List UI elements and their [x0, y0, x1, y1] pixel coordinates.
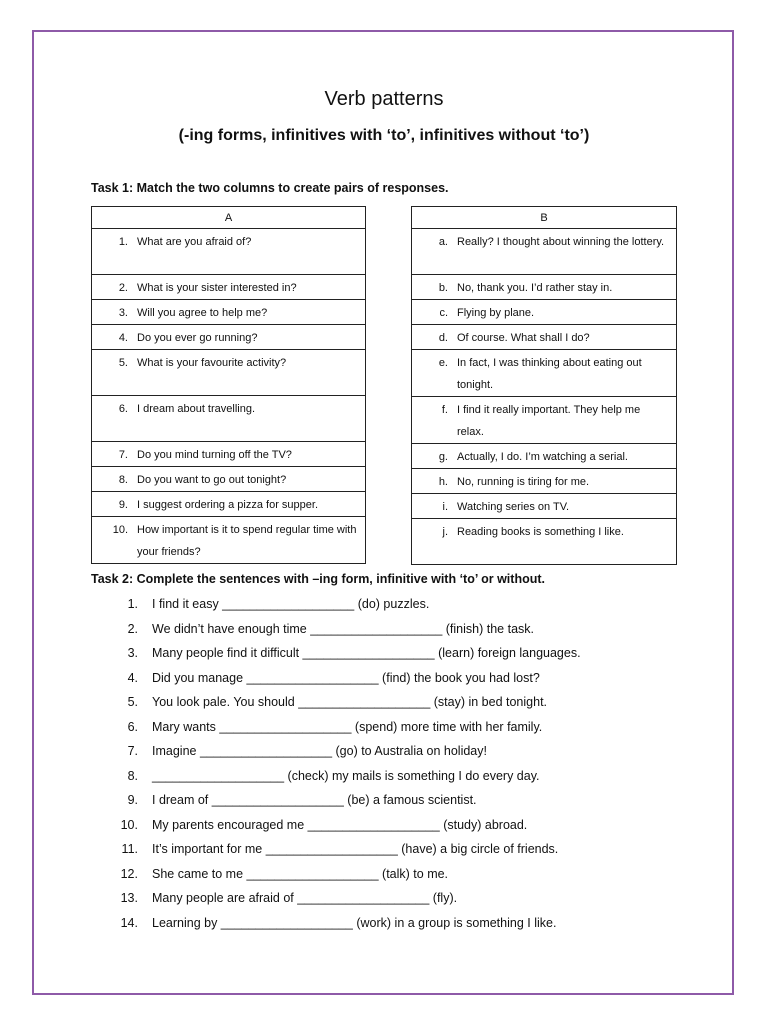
sentence-number: 3. [127, 646, 138, 660]
column-a-item-number: 7. [118, 449, 128, 461]
sentence-text: Did you manage ___________________ (find) the book you had lost? [152, 670, 540, 685]
sentence-text: I dream of ___________________ (be) a famous scientist. [152, 793, 477, 807]
sentence-item [110, 818, 527, 832]
sentence-text: Learning by ___________________ (work) in a group is something I like. [152, 915, 557, 930]
column-b-table [411, 206, 677, 565]
sentence-item [110, 695, 547, 709]
sentence-number: 8. [127, 768, 138, 783]
column-b-row [412, 325, 677, 350]
column-b-item-number: h. [438, 476, 448, 488]
column-a-item-number: 6. [118, 403, 128, 415]
column-a-row [92, 275, 366, 300]
sentence-number: 2. [127, 621, 138, 636]
sentence-text: She came to me ___________________ (talk) to me. [152, 866, 449, 881]
column-a-row [92, 300, 366, 325]
column-b-row [412, 229, 677, 275]
column-a-item-number: 8. [118, 474, 128, 486]
sentence-item [110, 867, 448, 881]
sentence-number: 13. [120, 891, 138, 905]
column-a-item-number: 2. [118, 282, 128, 294]
column-a-item-text: I suggest ordering a pizza for supper. [137, 499, 318, 511]
column-a-item-text: What are you afraid of? [137, 236, 252, 248]
column-b-item-number: e. [438, 357, 448, 369]
sentence-number: 12. [120, 866, 138, 881]
task1-heading: Task 1: Match the two columns to create pairs of responses. [91, 181, 449, 195]
column-a-row [92, 229, 366, 275]
sentence-text: I find it easy ___________________ (do) puzzles. [152, 597, 430, 611]
sentence-text: Imagine ___________________ (go) to Australia on holiday! [152, 744, 487, 758]
sentence-number: 1. [127, 597, 138, 611]
column-a-item-number: 10. [112, 524, 128, 536]
sentence-item [110, 671, 540, 685]
sentence-number: 7. [127, 744, 138, 758]
sentence-item [110, 720, 542, 734]
column-b-row [412, 275, 677, 300]
column-b-item-number: d. [438, 332, 448, 344]
column-b-item-number: i. [442, 501, 448, 513]
column-a-item-text: Will you agree to help me? [137, 307, 268, 319]
sentence-text: We didn’t have enough time ___________________ (finish) the task. [152, 621, 534, 636]
column-b-item-number: c. [439, 307, 448, 319]
sentence-item [110, 646, 581, 660]
column-a-header: A [92, 207, 366, 229]
column-b-item-text: No, running is tiring for me. [457, 476, 590, 488]
column-b-item-text: Watching series on TV. [457, 501, 570, 513]
sentence-number: 14. [120, 915, 138, 930]
column-b-item-text: Really? I thought about winning the lottery. [457, 236, 665, 248]
sentence-item [110, 793, 477, 807]
column-a-row [92, 492, 366, 517]
column-a-row [92, 467, 366, 492]
column-b-row [412, 444, 677, 469]
column-b-row [412, 519, 677, 565]
column-b-row [412, 350, 677, 397]
column-a-item-number: 5. [118, 357, 128, 369]
column-b-item-text: Of course. What shall I do? [457, 332, 590, 344]
column-a-item-text: Do you mind turning off the TV? [137, 449, 292, 461]
column-b-item-text: In fact, I was thinking about eating out tonight. [457, 357, 642, 391]
column-b-item-text: Flying by plane. [457, 307, 535, 319]
page-title: Verb patterns [324, 88, 444, 110]
sentence-item [110, 916, 556, 930]
column-a-item-text: What is your favourite activity? [137, 357, 287, 369]
column-b-item-text: I find it really important. They help me relax. [457, 404, 641, 438]
sentence-text: You look pale. You should ___________________ (stay) in bed tonight. [152, 695, 548, 709]
column-a-item-text: Do you ever go running? [137, 332, 258, 344]
column-a-item-text: I dream about travelling. [137, 403, 256, 415]
column-a-item-number: 1. [118, 236, 128, 248]
page-subtitle: (-ing forms, infinitives with ‘to’, infinitives without ‘to’) [178, 127, 590, 144]
task2-heading: Task 2: Complete the sentences with –ing form, infinitive with ‘to’ or without. [91, 572, 545, 586]
column-a-row [92, 442, 366, 467]
column-b-row [412, 494, 677, 519]
column-a-row [92, 325, 366, 350]
column-b-item-number: a. [438, 236, 448, 248]
sentence-item [110, 891, 457, 905]
sentence-text: Mary wants ___________________ (spend) more time with her family. [152, 719, 543, 734]
sentence-number: 11. [121, 842, 138, 856]
sentence-item [110, 744, 487, 758]
sentence-item [110, 622, 534, 636]
column-a-item-text: Do you want to go out tonight? [137, 474, 287, 486]
column-b-row [412, 300, 677, 325]
column-b-item-number: g. [438, 451, 448, 463]
sentence-number: 4. [127, 670, 138, 685]
sentence-item [110, 842, 558, 856]
column-b-item-number: f. [441, 404, 448, 416]
column-b-row [412, 469, 677, 494]
sentence-item [110, 597, 429, 611]
sentence-number: 5. [127, 695, 138, 709]
column-b-item-text: Actually, I do. I’m watching a serial. [457, 451, 628, 463]
column-a-table [91, 206, 366, 564]
sentence-number: 6. [127, 719, 138, 734]
column-b-row [412, 397, 677, 444]
column-a-row [92, 517, 366, 564]
sentence-item [110, 769, 540, 783]
column-a-item-number: 3. [118, 307, 128, 319]
column-b-item-number: b. [438, 282, 448, 294]
column-b-item-text: Reading books is something I like. [457, 526, 624, 538]
sentence-text: Many people are afraid of ___________________ (fly). [152, 891, 458, 905]
column-b-header: B [412, 207, 677, 229]
sentence-text: It’s important for me ___________________ (have) a big circle of friends. [152, 842, 559, 856]
sentence-number: 10. [120, 817, 138, 832]
column-a-item-text: How important is it to spend regular time with your friends? [137, 524, 357, 558]
column-b-item-text: No, thank you. I’d rather stay in. [457, 282, 613, 294]
column-a-row [92, 350, 366, 396]
column-b-item-number: j. [442, 526, 448, 538]
column-a-item-text: What is your sister interested in? [137, 282, 297, 294]
sentence-number: 9. [127, 793, 138, 807]
column-a-item-number: 4. [118, 332, 128, 344]
sentence-text: My parents encouraged me ___________________ (study) abroad. [152, 817, 528, 832]
sentence-text: Many people find it difficult ___________________ (learn) foreign languages. [152, 646, 581, 660]
column-a-row [92, 396, 366, 442]
column-a-item-number: 9. [118, 499, 128, 511]
sentence-text: ___________________ (check) my mails is something I do every day. [152, 768, 540, 783]
